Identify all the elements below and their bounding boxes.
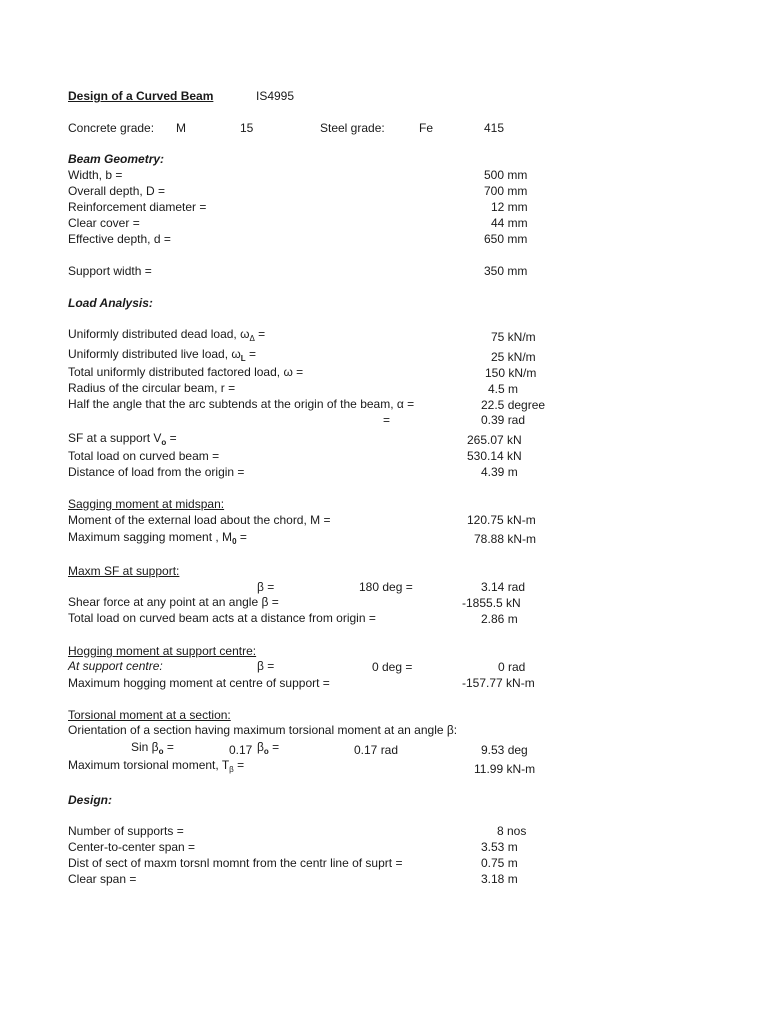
geometry-heading: Beam Geometry: xyxy=(68,152,165,166)
steel-grade-value: 415 xyxy=(484,121,505,135)
eff-depth-label: Effective depth, d = xyxy=(68,232,171,246)
document-title: Design of a Curved Beam xyxy=(68,89,214,103)
acts-distance-value: 2.86 m xyxy=(481,612,518,626)
dead-load-value: 75 kN/m xyxy=(491,330,536,344)
radius-label: Radius of the circular beam, r = xyxy=(68,381,236,395)
support-width-label: Support width = xyxy=(68,264,152,278)
torsion-dist-value: 0.75 m xyxy=(481,856,518,870)
bar-dia-value: 12 mm xyxy=(491,200,528,214)
concrete-grade-prefix: M xyxy=(176,121,186,135)
sin-beta-label: Sin $\beta_o$ = xyxy=(131,740,174,756)
max-hogging-label: Maximum hogging moment at centre of support = xyxy=(68,676,330,690)
half-angle-value: 22.5 degree xyxy=(481,398,546,412)
max-sagging-value: 78.88 kN-m xyxy=(474,532,537,546)
total-load-value: 150 kN/m xyxy=(485,366,537,380)
shear-angle-label: Shear force at any point at an angle β = xyxy=(68,595,279,609)
torsion-dist-label: Dist of sect of maxm torsnl momnt from the centr line of suprt = xyxy=(68,856,403,870)
load-distance-value: 4.39 m xyxy=(481,465,518,479)
sin-beta-value: 0.17 xyxy=(229,743,253,757)
radius-value: 4.5 m xyxy=(488,382,519,396)
chord-moment-label: Moment of the external load about the chord, M = xyxy=(68,513,331,527)
torsion-heading: Torsional moment at a section: xyxy=(68,708,231,722)
cover-value: 44 mm xyxy=(491,216,528,230)
hogging-beta-rad: 0 rad xyxy=(498,660,526,674)
concrete-grade-label: Concrete grade: xyxy=(68,121,155,135)
clear-span-value: 3.18 m xyxy=(481,872,518,886)
maxsf-heading: Maxm SF at support: xyxy=(68,564,180,578)
hogging-heading: Hogging moment at support centre: xyxy=(68,644,257,658)
depth-value: 700 mm xyxy=(484,184,528,198)
design-heading: Design: xyxy=(68,793,113,807)
eff-depth-value: 650 mm xyxy=(484,232,528,246)
num-supports-value: 8 nos xyxy=(497,824,527,838)
sagging-heading: Sagging moment at midspan: xyxy=(68,497,225,511)
cover-label: Clear cover = xyxy=(68,216,140,230)
live-load-label: Uniformly distributed live load, $\omega_L$ = xyxy=(68,347,257,363)
dead-load-label: Uniformly distributed dead load, $\omega_\Delta$ = xyxy=(68,327,266,343)
maxsf-beta-rad: 3.14 rad xyxy=(481,580,526,594)
cc-span-label: Center-to-center span = xyxy=(68,840,196,854)
orientation-label: Orientation of a section having maximum torsional moment at an angle β: xyxy=(68,723,458,737)
width-value: 500 mm xyxy=(484,168,528,182)
beta-o-rad: 0.17 rad xyxy=(354,743,399,757)
max-torsion-value: 11.99 kN-m xyxy=(474,762,536,776)
depth-label: Overall depth, D = xyxy=(68,184,166,198)
beta-o-label: $\beta_o$ = xyxy=(257,740,280,756)
half-angle-rad: 0.39 rad xyxy=(481,413,526,427)
hogging-beta-deg: 0 deg = xyxy=(372,660,413,674)
support-sf-label: SF at a support $V_o$ = xyxy=(68,431,177,447)
half-angle-equals: = xyxy=(383,413,391,427)
cc-span-value: 3.53 m xyxy=(481,840,518,854)
max-sagging-label: Maximum sagging moment , $M_0$ = xyxy=(68,530,247,546)
maxsf-beta-label: β = xyxy=(257,580,275,594)
code-reference: IS4995 xyxy=(256,89,295,103)
load-heading: Load Analysis: xyxy=(68,296,153,310)
maxsf-beta-deg: 180 deg = xyxy=(359,580,413,594)
at-support-label: At support centre: xyxy=(68,659,163,673)
max-hogging-value: -157.77 kN-m xyxy=(462,676,535,690)
hogging-beta-label: β = xyxy=(257,659,275,673)
width-label: Width, b = xyxy=(68,168,123,182)
max-torsion-label: Maximum torsional moment, $T_\beta$ = xyxy=(68,758,245,774)
bar-dia-label: Reinforcement diameter = xyxy=(68,200,207,214)
total-curved-load-value: 530.14 kN xyxy=(467,449,522,463)
num-supports-label: Number of supports = xyxy=(68,824,184,838)
beta-o-deg: 9.53 deg xyxy=(481,743,528,757)
chord-moment-value: 120.75 kN-m xyxy=(467,513,536,527)
half-angle-label: Half the angle that the arc subtends at the origin of the beam, α = xyxy=(68,397,415,411)
concrete-grade-value: 15 xyxy=(240,121,254,135)
total-load-label: Total uniformly distributed factored load, ω = xyxy=(68,365,304,379)
acts-distance-label: Total load on curved beam acts at a distance from origin = xyxy=(68,611,376,625)
clear-span-label: Clear span = xyxy=(68,872,137,886)
support-sf-value: 265.07 kN xyxy=(467,433,522,447)
load-distance-label: Distance of load from the origin = xyxy=(68,465,245,479)
live-load-value: 25 kN/m xyxy=(491,350,536,364)
steel-grade-label: Steel grade: xyxy=(320,121,385,135)
total-curved-load-label: Total load on curved beam = xyxy=(68,449,220,463)
shear-angle-value: -1855.5 kN xyxy=(462,596,521,610)
steel-grade-prefix: Fe xyxy=(419,121,434,135)
support-width-value: 350 mm xyxy=(484,264,528,278)
